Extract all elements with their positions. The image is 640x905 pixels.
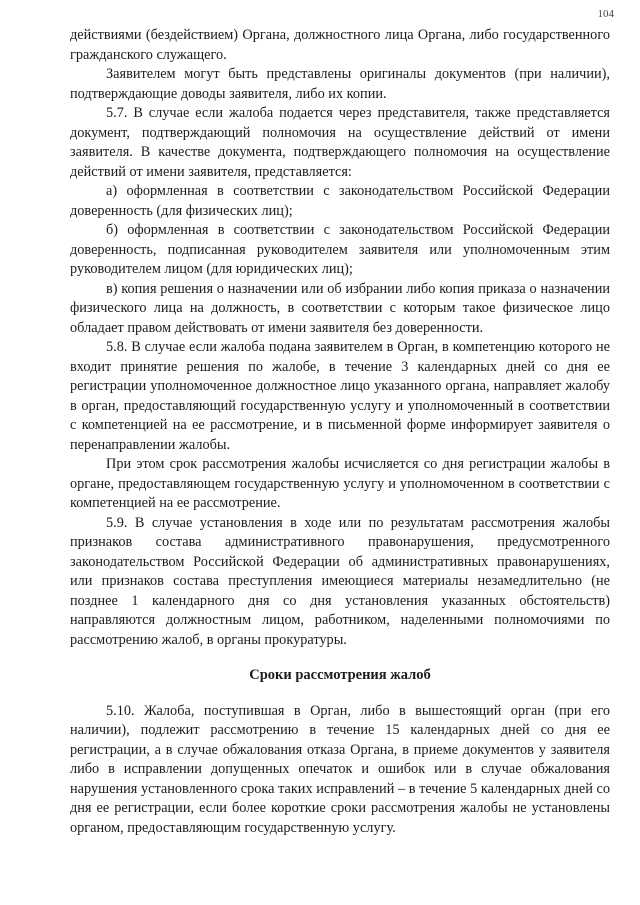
list-item-b: б) оформленная в соответствии с законодательством Российской Федерации доверенность, подписанная руководителем заявителя или уполномоченным этим руководителем лицом (для юридических лиц);	[70, 222, 610, 277]
paragraph-term-note: При этом срок рассмотрения жалобы исчисляется со дня регистрации жалобы в органе, предоставляющем государственную услугу и уполномоченном в соответствии с компетенцией на ее рассмотрение.	[70, 456, 610, 511]
document-body	[70, 26, 610, 838]
paragraph-continuation: действиями (бездействием) Органа, должностного лица Органа, либо государственного гражданского служащего.	[70, 27, 610, 63]
paragraph-5-8: 5.8. В случае если жалоба подана заявителем в Орган, в компетенцию которого не входит принятие решения по жалобе, в течение 3 календарных дней со дня ее регистрации уполномоченное должностное лицо указанного органа, направляет жалобу в орган, предоставляющий государственную услугу и уполномоченный в соответствии с компетенцией на ее рассмотрение, и в письменной форме информирует заявителя о перенаправлении жалобы.	[70, 339, 610, 453]
paragraph-5-9: 5.9. В случае установления в ходе или по результатам рассмотрения жалобы признаков состава административного правонарушения, предусмотренного законодательством Российской Федерации об административных правонарушениях, или признаков состава преступления имеющиеся материалы незамедлительно (не позднее 1 календарного дня со дня установления указанных обстоятельств) направляются должностным лицом, работником, наделенными полномочиями по рассмотрению жалоб, в органы прокуратуры.	[70, 514, 610, 648]
list-item-v: в) копия решения о назначении или об избрании либо копия приказа о назначении физического лица на должность, в соответствии с которым такое физическое лицо обладает правом действовать от имени заявителя без доверенности.	[70, 280, 610, 336]
paragraph-5-10: 5.10. Жалоба, поступившая в Орган, либо в вышестоящий орган (при его наличии), подлежит рассмотрению в течение 15 календарных дней со дня ее регистрации, а в случае обжалования отказа Органа, в приеме документов у заявителя либо в исправлении допущенных опечаток и ошибок или в случае обжалования нарушения установленного срока таких исправлений – в течение 5 календарных дней со дня ее регистрации, если более короткие сроки рассмотрения жалобы не установлены органом, предоставляющим государственную услугу.	[70, 702, 610, 836]
section-heading: Сроки рассмотрения жалоб	[249, 667, 431, 683]
list-item-a: а) оформленная в соответствии с законодательством Российской Федерации доверенность (для физических лиц);	[70, 183, 610, 219]
paragraph-5-7: 5.7. В случае если жалоба подается через представителя, также представляется документ, подтверждающий полномочия на осуществление действий от имени заявителя. В качестве документа, подтверждающего полномочия на осуществление действий от имени заявителя, представляется:	[70, 105, 610, 180]
paragraph-originals-note: Заявителем могут быть представлены оригиналы документов (при наличии), подтверждающие доводы заявителя, либо их копии.	[70, 66, 610, 102]
page-number: 104	[597, 8, 614, 20]
